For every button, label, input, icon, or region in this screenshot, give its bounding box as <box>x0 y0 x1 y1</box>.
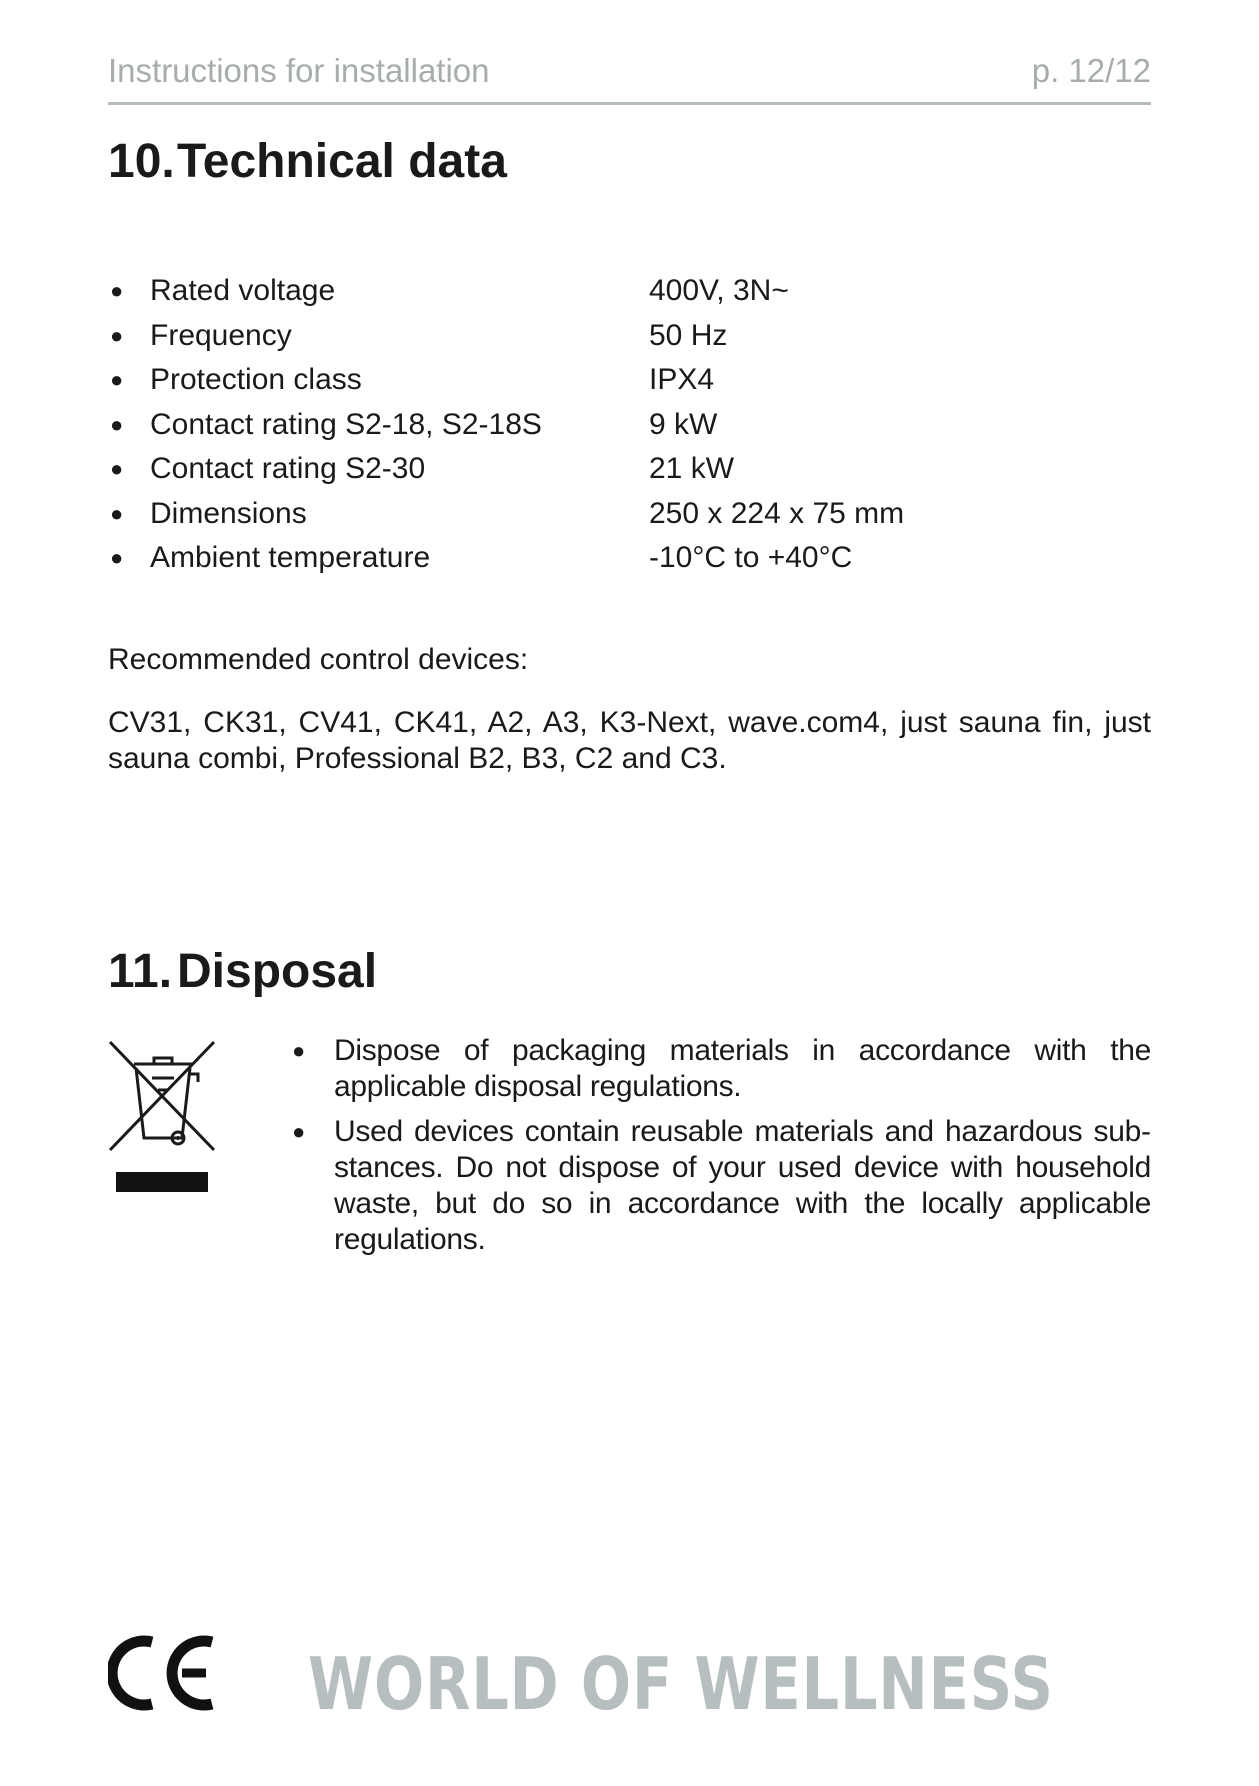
disposal-list <box>290 1033 1151 1267</box>
section-title: Disposal <box>177 945 378 998</box>
bullet-icon: ● <box>110 367 124 392</box>
crossed-out-wheelie-bin-icon <box>106 1038 218 1196</box>
spec-value: 250 x 224 x 75 mm <box>649 496 905 530</box>
spec-row <box>108 360 1008 405</box>
spec-label: Ambient temperature <box>150 541 431 574</box>
section-title: Technical data <box>177 135 507 188</box>
spec-value: 21 kW <box>649 452 735 485</box>
recommended-devices-title: Recommended control devices: <box>108 643 529 676</box>
spec-row <box>108 494 1008 539</box>
section-number: 10. <box>108 135 175 188</box>
spec-list <box>108 271 1008 583</box>
bullet-icon: ● <box>110 456 124 481</box>
bullet-icon: ● <box>110 545 124 570</box>
spec-row <box>108 271 1008 316</box>
page-footer <box>108 1624 1151 1734</box>
bullet-icon: ● <box>292 1038 305 1063</box>
disposal-text: Dispose of packaging materials in accordance with the applicable disposal regulations. <box>334 1034 1151 1103</box>
spec-label: Protection class <box>150 363 362 396</box>
spec-label: Rated voltage <box>150 274 336 307</box>
spec-label: Dimensions <box>150 496 307 530</box>
bullet-icon: ● <box>110 278 124 303</box>
section-number: 11. <box>108 945 173 998</box>
spec-value: 9 kW <box>649 407 718 441</box>
bullet-icon: ● <box>110 322 124 348</box>
section-heading-disposal <box>108 944 377 999</box>
page-number: p. 12/12 <box>1031 52 1151 89</box>
spec-value: 50 Hz <box>649 318 728 352</box>
list-item <box>290 1033 1151 1105</box>
ce-mark-icon <box>108 1634 216 1712</box>
spec-value: 400V, 3N~ <box>649 274 789 307</box>
page-header <box>108 52 1151 105</box>
spec-row <box>108 538 1008 583</box>
disposal-text: Used devices contain reusable materials and hazardous substances. Do not dispose of your used device with household waste, but do so in accordance with the locally applicable regulations. <box>334 1115 1151 1256</box>
spec-label: Contact rating S2-30 <box>150 452 426 485</box>
spec-value: IPX4 <box>649 363 715 396</box>
spec-label: Contact rating S2-18, S2-18S <box>150 407 542 441</box>
section-heading-technical-data <box>108 134 507 189</box>
brand-wordmark: WORLD OF WELLNESS <box>308 1642 1054 1726</box>
spec-row <box>108 405 1008 450</box>
bullet-icon: ● <box>110 411 124 437</box>
recommended-devices-list: CV31, CK31, CV41, CK41, A2, A3, K3-Next, wave.com4, just sauna fin, just sauna combi, Professional B2, B3, C2 and C3. <box>108 706 1151 775</box>
document-title: Instructions for installation <box>108 52 490 89</box>
bullet-icon: ● <box>110 500 124 526</box>
bullet-icon: ● <box>292 1119 305 1144</box>
spec-value: -10°C to +40°C <box>649 541 853 574</box>
spec-label: Frequency <box>150 318 292 352</box>
list-item <box>290 1114 1151 1258</box>
spec-row <box>108 449 1008 494</box>
spec-row <box>108 316 1008 361</box>
